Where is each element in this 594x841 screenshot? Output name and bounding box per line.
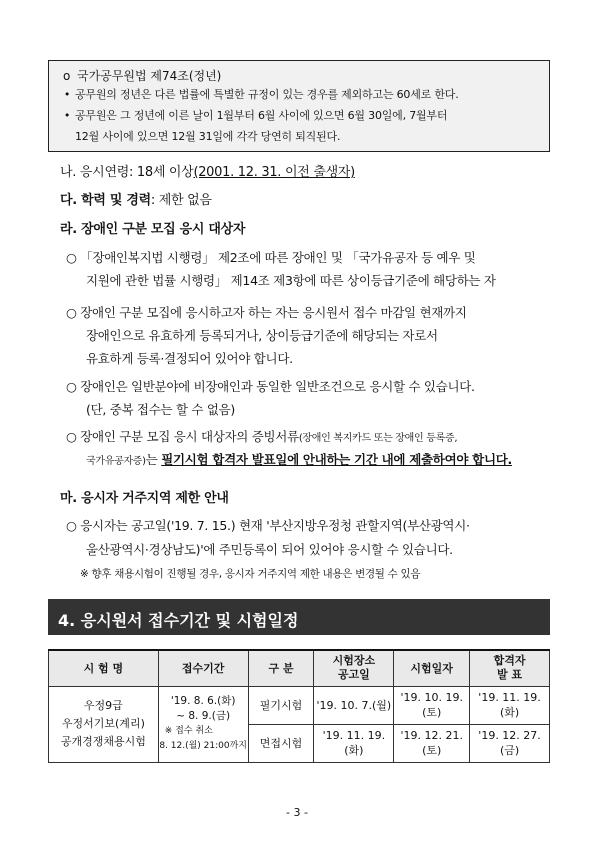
disabled-heading: 라. 장애인 구분 모집 응시 대상자 bbox=[60, 222, 246, 237]
col-header: 구 분 bbox=[248, 650, 314, 686]
venue-cell: '19. 11. 19.(화) bbox=[314, 724, 394, 762]
col-header: 합격자 발 표 bbox=[470, 650, 550, 686]
disabled-item-cont: 장애인으로 유효하게 등록되거나, 상이등급기준에 해당되는 자로서 bbox=[86, 328, 438, 343]
col-header: 시 험 명 bbox=[49, 650, 159, 686]
venue-cell: '19. 10. 7.(월) bbox=[314, 686, 394, 724]
age-requirement: 나. 응시연령: 18세 이상(2001. 12. 31. 이전 출생자) bbox=[60, 165, 355, 180]
disabled-item-cont: (단, 중복 접수는 할 수 없음) bbox=[86, 402, 235, 417]
disabled-item-cont: 국가유공자증)는 필기시험 합격자 발표일에 안내하는 기간 내에 제출하여야 합니다. bbox=[86, 452, 512, 467]
col-header: 시험일자 bbox=[394, 650, 470, 686]
disabled-item: ○ 장애인 구분 모집에 응시하고자 하는 자는 응시원서 접수 마감일 현재까지 bbox=[66, 305, 467, 320]
type-cell: 면접시험 bbox=[248, 724, 314, 762]
disabled-item: ○ 장애인은 일반분야에 비장애인과 동일한 일반조건으로 응시할 수 있습니다. bbox=[66, 379, 475, 394]
schedule-table bbox=[48, 649, 550, 763]
residence-note: ※ 향후 채용시험이 진행될 경우, 응시자 거주지역 제한 내용은 변경될 수 있음 bbox=[80, 568, 421, 580]
table-row bbox=[49, 686, 550, 724]
date-cell: '19. 12. 21.(토) bbox=[394, 724, 470, 762]
law-bullet: • 공무원은 그 정년에 이른 날이 1월부터 6월 사이에 있으면 6월 30일에, 7월부터 bbox=[63, 109, 448, 122]
law-excerpt-box bbox=[48, 60, 550, 152]
law-bullet-continuation: 12월 사이에 있으면 12월 31일에 각각 당연히 퇴직된다. bbox=[75, 130, 341, 143]
exam-name-cell: 우정9급 우정서기보(계리) 공개경쟁채용시험 bbox=[49, 686, 159, 762]
law-title: 국가공무원법 제74조(정년) bbox=[77, 69, 222, 83]
disabled-item-cont: 유효하게 등록·결정되어 있어야 합니다. bbox=[86, 351, 293, 366]
disabled-item: ○ 장애인 구분 모집 응시 대상자의 증빙서류(장애인 복지카드 또는 장애인 등록증, bbox=[66, 429, 458, 444]
result-cell: '19. 12. 27.(금) bbox=[470, 724, 550, 762]
col-header: 시험장소 공고일 bbox=[314, 650, 394, 686]
table-header-row bbox=[49, 650, 550, 686]
col-header: 접수기간 bbox=[158, 650, 248, 686]
residence-line: ○ 응시자는 공고일('19. 7. 15.) 현재 '부산지방우정청 관할지역(부산광역시· bbox=[66, 518, 470, 533]
residence-line: 울산광역시·경상남도)'에 주민등록이 되어 있어야 응시할 수 있습니다. bbox=[86, 542, 453, 557]
disabled-item: ○ 「장애인복지법 시행령」 제2조에 따른 장애인 및 「국가유공자 등 예우 및 bbox=[66, 250, 476, 265]
section-heading: 4. 응시원서 접수기간 및 시험일정 bbox=[48, 599, 550, 635]
education-requirement: 다. 학력 및 경력: 제한 없음 bbox=[60, 193, 212, 208]
reception-cell: '19. 8. 6.(화) ~ 8. 9.(금) ※ 접수 취소 8. 12.(월) 21:00까지 bbox=[158, 686, 248, 762]
residence-heading: 마. 응시자 거주지역 제한 안내 bbox=[60, 491, 229, 506]
type-cell: 필기시험 bbox=[248, 686, 314, 724]
law-title-line: o 국가공무원법 제74조(정년) bbox=[63, 69, 222, 83]
page-number: - 3 - bbox=[286, 806, 308, 819]
law-bullet: • 공무원의 정년은 다른 법률에 특별한 규정이 있는 경우를 제외하고는 60세로 한다. bbox=[63, 88, 459, 101]
result-cell: '19. 11. 19.(화) bbox=[470, 686, 550, 724]
date-cell: '19. 10. 19.(토) bbox=[394, 686, 470, 724]
disabled-item-cont: 지원에 관한 법률 시행령」 제14조 제3항에 따른 상이등급기준에 해당하는 자 bbox=[86, 273, 496, 288]
